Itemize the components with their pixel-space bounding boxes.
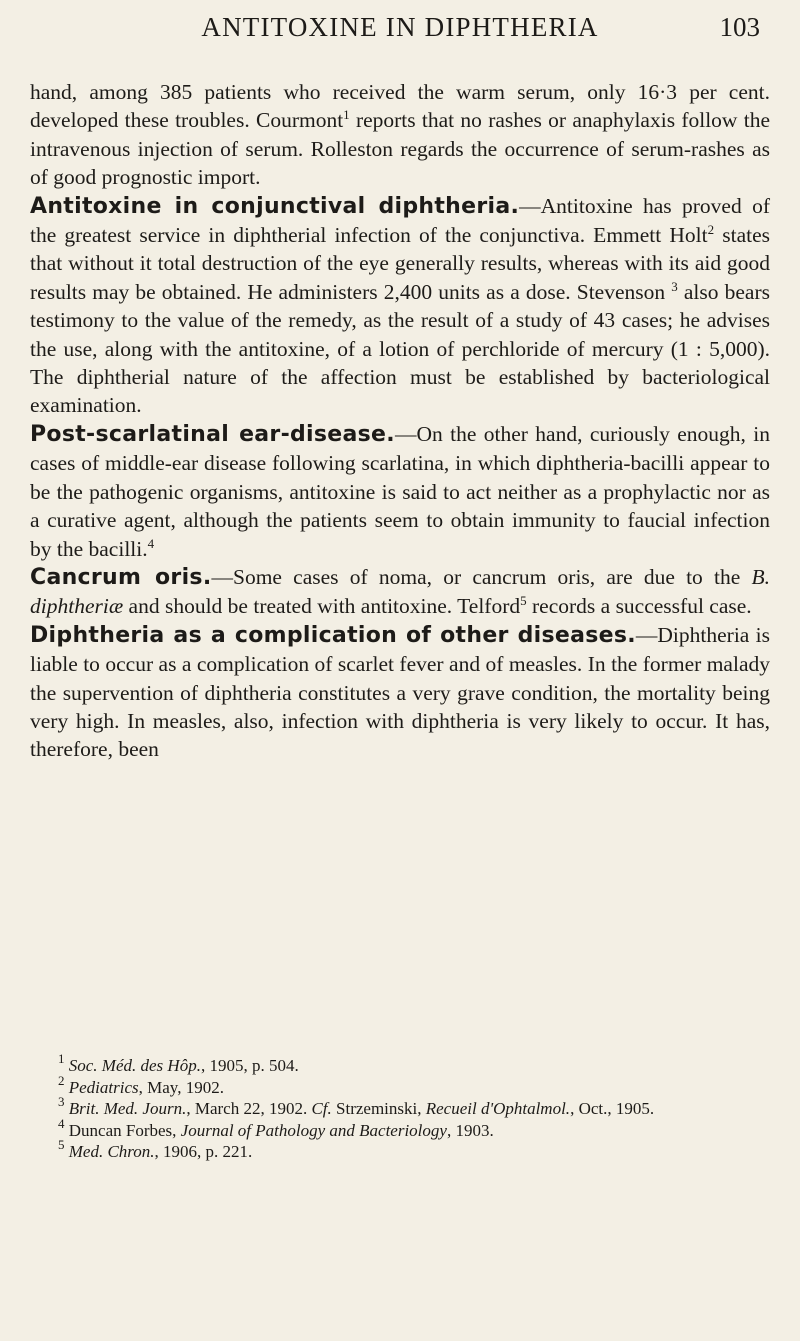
italic-text: Med. Chron. [68,1142,155,1161]
text-run: —On the other hand, curiously enough, in cases of middle-ear disease following scarlatina, in which diphtheria-bacilli appear to be the pathogenic organisms, antitoxine is said to act neither as a prophylactic nor as a curative agent, although the patients seem to obtain immunity to faucial infection by the bacilli. [30,421,770,561]
section-heading: Antitoxine in conjunctival diphtheria. [30,193,520,219]
text-run: records a successful case. [526,594,752,619]
footnote-ref: 1 [343,107,350,123]
text-run: , March 22, 1902. [186,1099,312,1118]
text-run: also bears testimony to the value of the remedy, as the result of a study of 43 cases; he advises the use, along with the antitoxine, of a lotion of perchloride of mercury (1 : 5,000). The diphtherial nature of the affection must be established by bacteriological examination. [30,279,770,418]
footnotes [30,1051,770,1163]
italic-text: Pediatrics [68,1077,139,1097]
footnote [30,1094,770,1120]
italic-text: Recueil d'Ophtalmol. [425,1099,571,1118]
text-run: —Antitoxine has proved of the greatest service in diphtherial infection of the conjunctiva. Emmett Holt [30,193,770,248]
footnote-number: 1 [58,1051,65,1066]
paragraph [30,192,770,420]
text-run: Duncan Forbes, [68,1120,181,1140]
text-run: —Some cases of noma, or cancrum oris, are due to the [211,564,752,589]
footnote-ref: 5 [520,593,527,609]
text-run: , 1905, p. 504. [200,1056,299,1075]
section-heading: Diphtheria as a complication of other diseases. [30,622,636,648]
footnote [30,1137,770,1163]
running-head: ANTITOXINE IN DIPHTHERIA [201,12,599,42]
italic-text: B. diphtheriæ [30,564,770,619]
text-run: reports that no rashes or anaphylaxis follow the intravenous injection of serum. Rolleston regards the occurrence of serum-rashes as of good prognostic import. [30,108,770,190]
paragraph [30,420,770,563]
paragraph [30,563,770,621]
text-run: , 1903. [446,1120,494,1140]
text-run: —Diphtheria is liable to occur as a complication of scarlet fever and of measles. In the former malady the supervention of diphtheria constitutes a very grave condition, the mortality being very high. In measles, also, infection with diphtheria is very likely to occur. It has, therefore, been [30,622,770,762]
section-heading: Cancrum oris. [30,564,212,590]
text-run: , 1906, p. 221. [154,1142,253,1161]
footnote-number: 5 [58,1137,65,1152]
page-header [0,12,800,52]
italic-text: Soc. Méd. des Hôp. [68,1056,201,1075]
footnote [30,1051,770,1077]
footnote-number: 4 [58,1115,65,1131]
text-run: , Oct., 1905. [570,1099,655,1118]
text-run: hand, among 385 patients who received the warm serum, only 16·3 per cent. developed these troubles. Courmont [30,80,770,133]
footnote-number: 2 [58,1072,65,1088]
footnote [30,1115,770,1142]
body-text [30,78,770,764]
footnote-ref: 4 [147,535,155,551]
text-run: Strzeminski, [331,1099,426,1118]
italic-text: Cf. [311,1099,332,1118]
footnote [30,1072,770,1099]
italic-text: Journal of Pathology and Bacteriology [180,1120,447,1140]
footnote-ref: 3 [671,278,678,294]
text-run: states that without it total destruction of the eye generally results, whereas with its aid good results may be obtained. He administers 2,400 units as a dose. Stevenson [30,223,770,304]
paragraph [30,78,770,192]
page-number: 103 [719,12,760,42]
italic-text: Brit. Med. Journ. [68,1099,187,1118]
paragraph [30,621,770,764]
footnote-ref: 2 [707,222,715,238]
text-run: , May, 1902. [138,1077,224,1097]
section-heading: Post-scarlatinal ear-disease. [30,421,395,447]
text-run: and should be treated with antitoxine. Telford [123,594,521,619]
footnote-number: 3 [58,1094,65,1109]
